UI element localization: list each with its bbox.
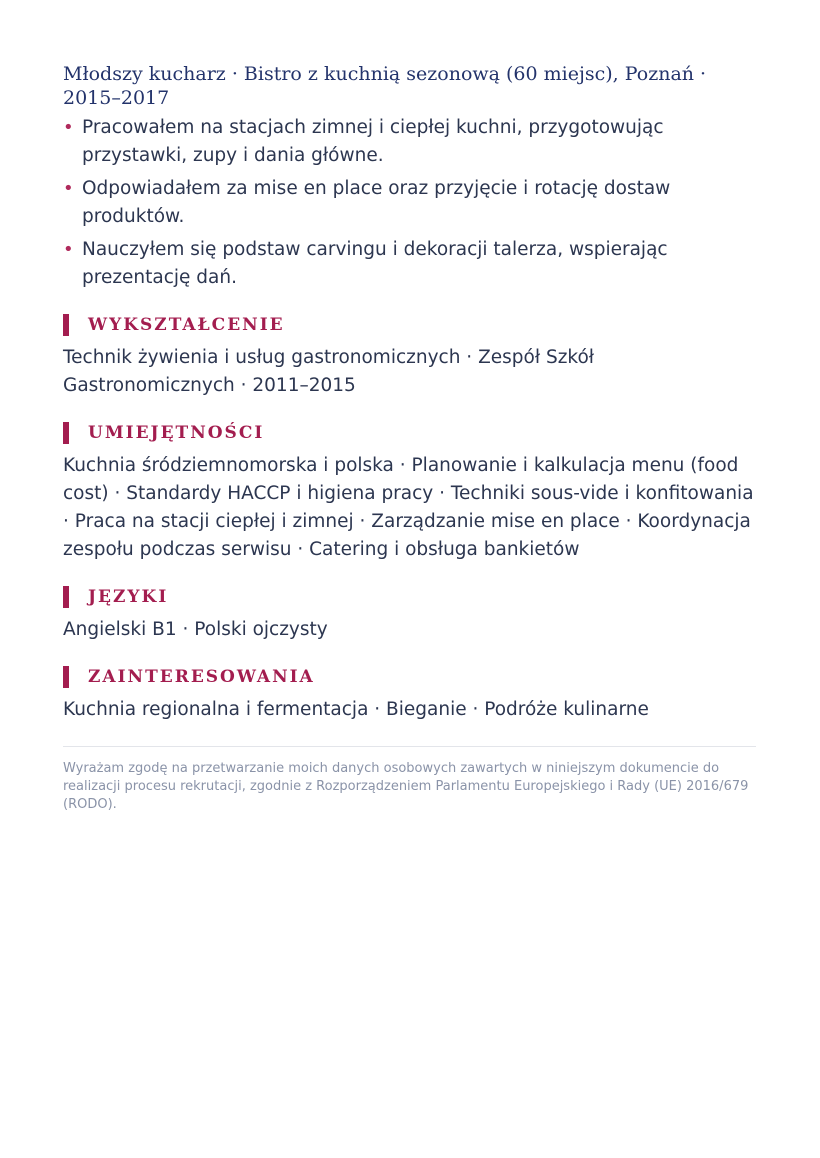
bullet-text: Pracowałem na stacjach zimnej i ciepłej kuchni, przygotowując przystawki, zupy i dania główne. xyxy=(82,117,664,166)
section-header xyxy=(63,666,756,688)
bullet-icon: • xyxy=(63,178,74,199)
bullet-text: Nauczyłem się podstaw carvingu i dekoracji talerza, wspierając prezentację dań. xyxy=(82,239,668,288)
section-accent-bar xyxy=(63,422,69,444)
section-header xyxy=(63,314,756,336)
bullet-icon: • xyxy=(63,239,74,260)
list-item xyxy=(63,175,756,231)
section-title: WYKSZTAŁCENIE xyxy=(88,315,285,335)
gdpr-consent-clause: Wyrażam zgodę na przetwarzanie moich danych osobowych zawartych w niniejszym dokumencie do realizacji procesu rekrutacji, zgodnie z Rozporządzeniem Parlamentu Europejskiego i Rady (UE) 2016/679 (RODO). xyxy=(63,761,749,812)
education-text: Technik żywienia i usług gastronomicznych · Zespół Szkół Gastronomicznych · 2011–2015 xyxy=(63,347,595,396)
section-accent-bar xyxy=(63,586,69,608)
section-title: JĘZYKI xyxy=(88,587,169,607)
education-section xyxy=(63,314,756,400)
languages-text: Angielski B1 · Polski ojczysty xyxy=(63,619,328,640)
divider xyxy=(63,746,756,747)
list-item xyxy=(63,236,756,292)
bullet-icon: • xyxy=(63,117,74,138)
experience-bullets xyxy=(63,114,756,292)
interests-text: Kuchnia regionalna i fermentacja · Bieganie · Podróże kulinarne xyxy=(63,699,649,720)
section-accent-bar xyxy=(63,314,69,336)
bullet-text: Odpowiadałem za mise en place oraz przyjęcie i rotację dostaw produktów. xyxy=(82,178,671,227)
section-accent-bar xyxy=(63,666,69,688)
list-item xyxy=(63,114,756,170)
interests-section xyxy=(63,666,756,724)
cv-page xyxy=(63,62,756,814)
section-title: ZAINTERESOWANIA xyxy=(88,667,315,687)
experience-entry xyxy=(63,62,756,292)
job-title: Młodszy kucharz · Bistro z kuchnią sezonową (60 miejsc), Poznań · 2015–2017 xyxy=(63,63,707,109)
section-header xyxy=(63,586,756,608)
skills-section xyxy=(63,422,756,564)
section-header xyxy=(63,422,756,444)
section-title: UMIEJĘTNOŚCI xyxy=(88,423,265,443)
languages-section xyxy=(63,586,756,644)
skills-text: Kuchnia śródziemnomorska i polska · Planowanie i kalkulacja menu (food cost) · Standardy HACCP i higiena pracy · Techniki sous-vide i konfitowania · Praca na stacji ciepłej i zimnej · Zarządzanie mise en place · Koordynacja zespołu podczas serwisu · Catering i obsługa bankietów xyxy=(63,455,754,560)
